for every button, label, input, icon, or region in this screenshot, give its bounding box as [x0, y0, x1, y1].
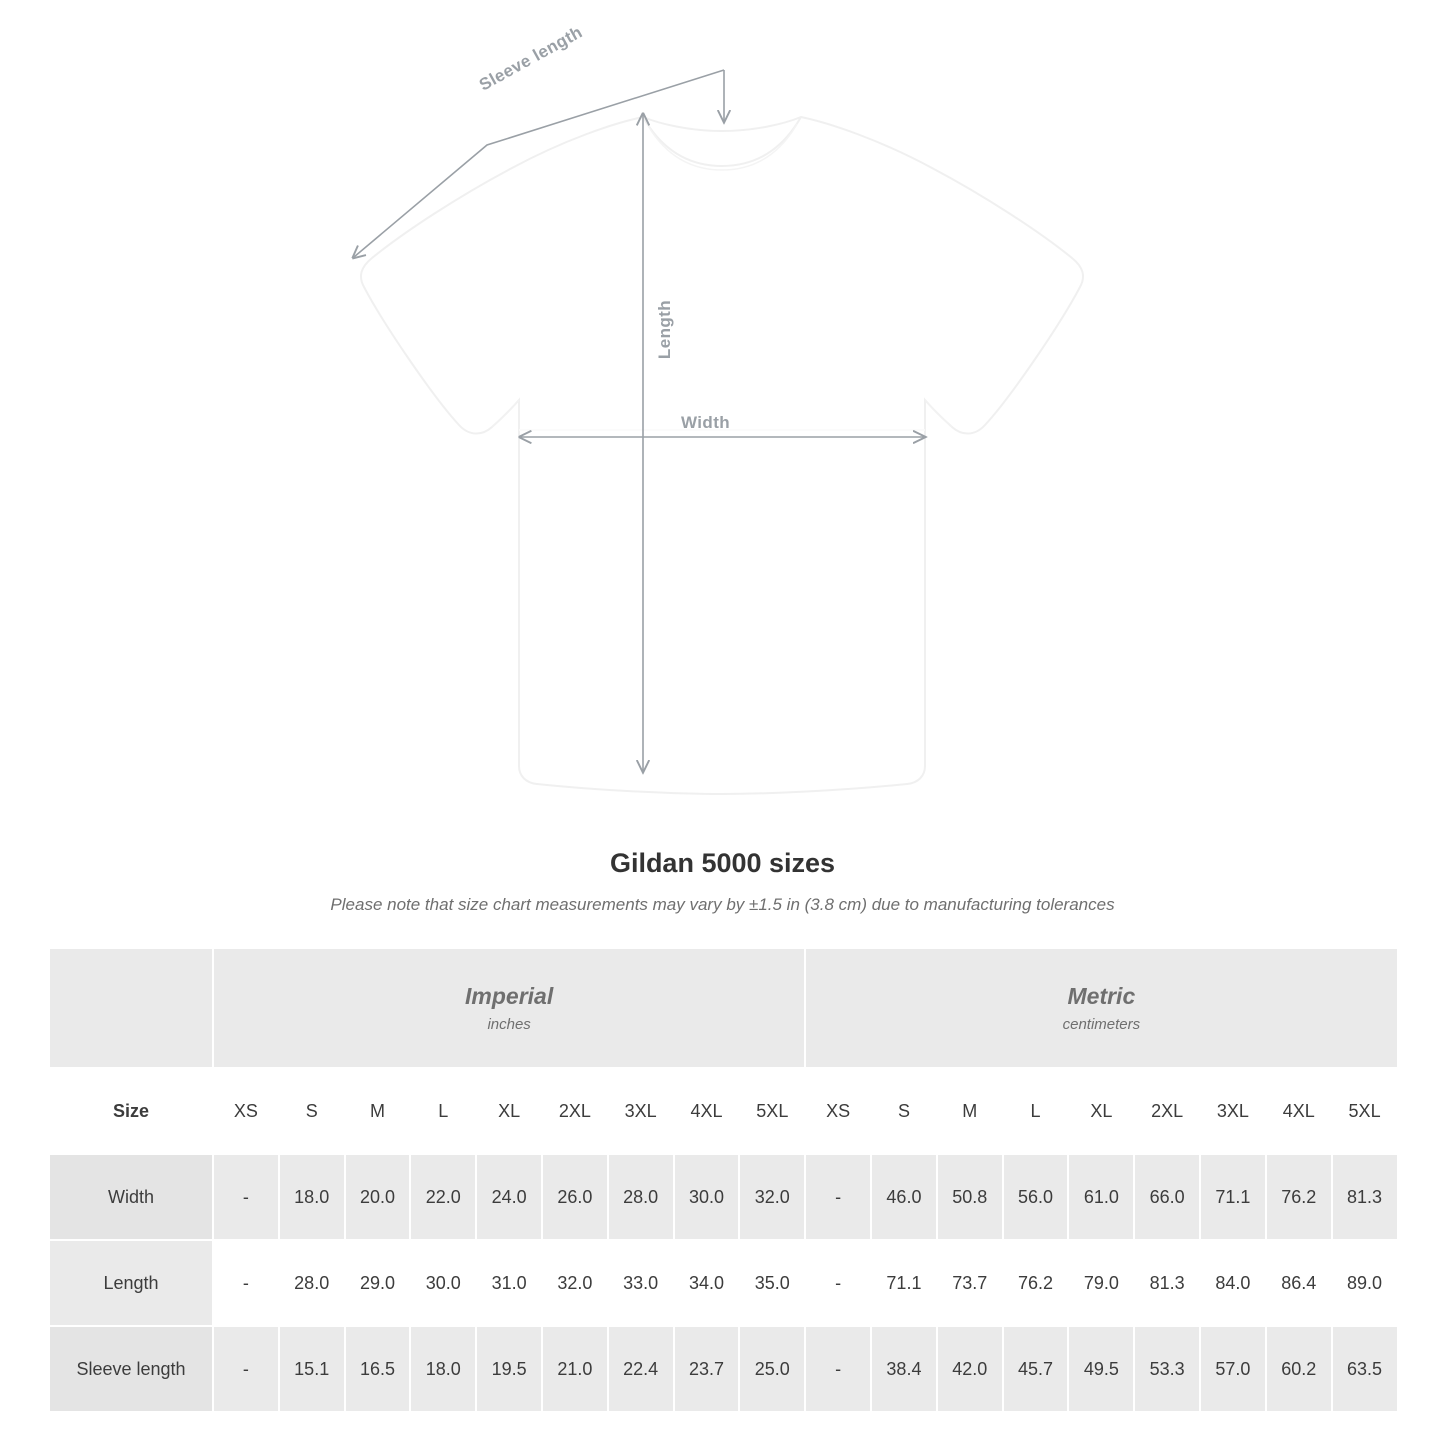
- cell-length-metric-l: 76.2: [1003, 1240, 1069, 1326]
- row-label-width: Width: [49, 1154, 213, 1240]
- size-header-metric-l: L: [1003, 1068, 1069, 1154]
- cell-width-metric-s: 46.0: [871, 1154, 937, 1240]
- cell-length-metric-2xl: 81.3: [1134, 1240, 1200, 1326]
- cell-width-metric-3xl: 71.1: [1200, 1154, 1266, 1240]
- cell-length-metric-4xl: 86.4: [1266, 1240, 1332, 1326]
- cell-sleeve-imperial-2xl: 21.0: [542, 1326, 608, 1412]
- row-label-sleeve-length: Sleeve length: [49, 1326, 213, 1412]
- unit-imperial-sub: inches: [487, 1015, 531, 1033]
- size-header-imperial-5xl: 5XL: [739, 1068, 805, 1154]
- cell-length-imperial-4xl: 34.0: [674, 1240, 740, 1326]
- cell-width-metric-xs: -: [805, 1154, 871, 1240]
- cell-length-imperial-3xl: 33.0: [608, 1240, 674, 1326]
- cell-width-imperial-m: 20.0: [345, 1154, 411, 1240]
- cell-sleeve-metric-l: 45.7: [1003, 1326, 1069, 1412]
- size-header-metric-4xl: 4XL: [1266, 1068, 1332, 1154]
- table-row: [49, 1154, 1398, 1240]
- cell-length-metric-xl: 79.0: [1068, 1240, 1134, 1326]
- cell-length-metric-s: 71.1: [871, 1240, 937, 1326]
- size-header-metric-2xl: 2XL: [1134, 1068, 1200, 1154]
- cell-width-imperial-2xl: 26.0: [542, 1154, 608, 1240]
- size-header-metric-3xl: 3XL: [1200, 1068, 1266, 1154]
- page-title: Gildan 5000 sizes: [609, 848, 836, 878]
- unit-metric-sub: centimeters: [1062, 1015, 1141, 1033]
- width-label: Width: [681, 413, 731, 432]
- size-header-metric-xl: XL: [1068, 1068, 1134, 1154]
- cell-sleeve-imperial-l: 18.0: [410, 1326, 476, 1412]
- sleeve-length-label: Sleeve length: [476, 22, 586, 95]
- cell-sleeve-imperial-s: 15.1: [279, 1326, 345, 1412]
- cell-length-metric-xs: -: [805, 1240, 871, 1326]
- cell-width-imperial-l: 22.0: [410, 1154, 476, 1240]
- size-table-wrapper: [48, 947, 1397, 1413]
- unit-imperial: [213, 948, 805, 1068]
- size-header-imperial-2xl: 2XL: [542, 1068, 608, 1154]
- title-block: [0, 848, 1445, 915]
- cell-width-imperial-xl: 24.0: [476, 1154, 542, 1240]
- size-header-metric-xs: XS: [805, 1068, 871, 1154]
- cell-sleeve-imperial-3xl: 22.4: [608, 1326, 674, 1412]
- cell-sleeve-imperial-5xl: 25.0: [739, 1326, 805, 1412]
- cell-sleeve-metric-2xl: 53.3: [1134, 1326, 1200, 1412]
- cell-length-metric-m: 73.7: [937, 1240, 1003, 1326]
- size-header-imperial-xl: XL: [476, 1068, 542, 1154]
- cell-width-imperial-xs: -: [213, 1154, 279, 1240]
- cell-width-metric-4xl: 76.2: [1266, 1154, 1332, 1240]
- size-header-label: Size: [49, 1068, 213, 1154]
- size-header-metric-s: S: [871, 1068, 937, 1154]
- size-header-imperial-3xl: 3XL: [608, 1068, 674, 1154]
- cell-sleeve-metric-3xl: 57.0: [1200, 1326, 1266, 1412]
- size-header-imperial-l: L: [410, 1068, 476, 1154]
- cell-width-imperial-5xl: 32.0: [739, 1154, 805, 1240]
- length-label: Length: [655, 300, 674, 360]
- row-label-length: Length: [49, 1240, 213, 1326]
- cell-sleeve-imperial-m: 16.5: [345, 1326, 411, 1412]
- cell-length-imperial-m: 29.0: [345, 1240, 411, 1326]
- cell-width-metric-l: 56.0: [1003, 1154, 1069, 1240]
- size-table: [48, 947, 1399, 1413]
- cell-sleeve-imperial-xs: -: [213, 1326, 279, 1412]
- cell-length-imperial-l: 30.0: [410, 1240, 476, 1326]
- size-header-metric-m: M: [937, 1068, 1003, 1154]
- cell-length-metric-5xl: 89.0: [1332, 1240, 1398, 1326]
- cell-width-imperial-3xl: 28.0: [608, 1154, 674, 1240]
- size-header-imperial-m: M: [345, 1068, 411, 1154]
- size-header-row: [49, 1068, 1398, 1154]
- unit-header-row: [49, 948, 1398, 1068]
- cell-length-imperial-s: 28.0: [279, 1240, 345, 1326]
- cell-width-metric-2xl: 66.0: [1134, 1154, 1200, 1240]
- cell-width-imperial-4xl: 30.0: [674, 1154, 740, 1240]
- size-header-imperial-xs: XS: [213, 1068, 279, 1154]
- tshirt-shape: [361, 117, 1083, 794]
- unit-metric-name: Metric: [1067, 983, 1136, 1010]
- cell-length-imperial-xs: -: [213, 1240, 279, 1326]
- cell-width-metric-xl: 61.0: [1068, 1154, 1134, 1240]
- cell-length-imperial-5xl: 35.0: [739, 1240, 805, 1326]
- cell-sleeve-metric-m: 42.0: [937, 1326, 1003, 1412]
- cell-width-metric-5xl: 81.3: [1332, 1154, 1398, 1240]
- cell-length-imperial-2xl: 32.0: [542, 1240, 608, 1326]
- cell-sleeve-metric-s: 38.4: [871, 1326, 937, 1412]
- size-header-imperial-4xl: 4XL: [674, 1068, 740, 1154]
- unit-metric: [805, 948, 1397, 1068]
- cell-sleeve-metric-4xl: 60.2: [1266, 1326, 1332, 1412]
- table-row: [49, 1240, 1398, 1326]
- cell-length-imperial-xl: 31.0: [476, 1240, 542, 1326]
- cell-sleeve-imperial-4xl: 23.7: [674, 1326, 740, 1412]
- cell-sleeve-metric-xs: -: [805, 1326, 871, 1412]
- cell-sleeve-imperial-xl: 19.5: [476, 1326, 542, 1412]
- tolerance-note: Please note that size chart measurements may vary by ±1.5 in (3.8 cm) due to manufacturing tolerances: [330, 895, 1115, 914]
- unit-corner-cell: [49, 948, 213, 1068]
- unit-imperial-name: Imperial: [465, 983, 554, 1010]
- cell-width-imperial-s: 18.0: [279, 1154, 345, 1240]
- size-header-metric-5xl: 5XL: [1332, 1068, 1398, 1154]
- cell-length-metric-3xl: 84.0: [1200, 1240, 1266, 1326]
- table-row: [49, 1326, 1398, 1412]
- cell-width-metric-m: 50.8: [937, 1154, 1003, 1240]
- cell-sleeve-metric-xl: 49.5: [1068, 1326, 1134, 1412]
- cell-sleeve-metric-5xl: 63.5: [1332, 1326, 1398, 1412]
- size-header-imperial-s: S: [279, 1068, 345, 1154]
